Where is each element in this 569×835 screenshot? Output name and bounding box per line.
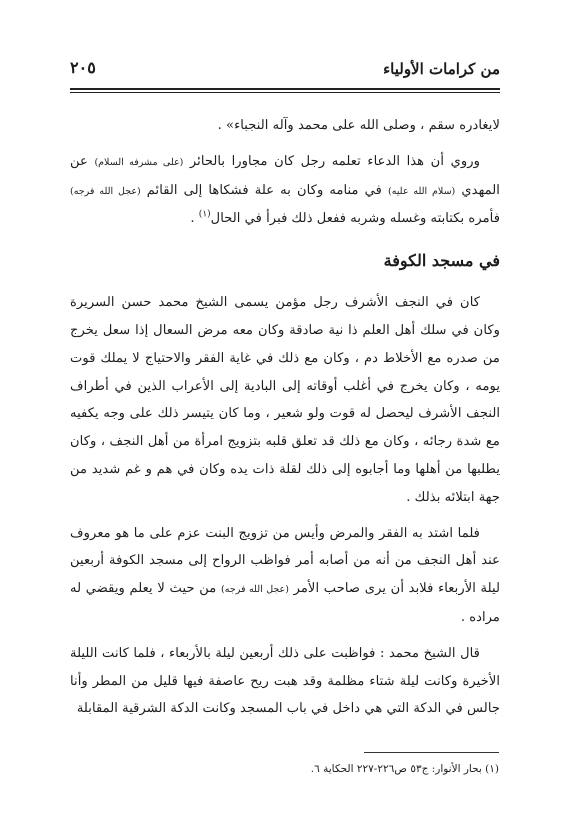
page-header — [70, 50, 500, 82]
paragraph-2-part-c: في منامه وكان به علة فشكاها إلى القائم — [146, 182, 382, 198]
inline-note-3: (عجل الله فرجه) — [70, 185, 141, 197]
section-heading: في مسجد الكوفة — [383, 251, 500, 271]
paragraph-4-part-b: من حيث لا يعلم ويقضي له مراده . — [70, 581, 500, 625]
paragraph-1: لايغادره سقم ، وصلى الله على محمد وآله النجباء» . — [217, 118, 500, 133]
paragraph-2-part-b: عن المهدي — [70, 153, 500, 198]
paragraph-4-part-a: فلما اشتد به الفقر والمرض وأيس من تزويج البنت عزم على ما هو معروف عند أهل النجف من أنه من أصابه أمر فواظب الرواح إلى مسجد الكوفة أربعين ليلة الأربعاء فلابد أن يرى صاحب الأمر — [70, 525, 500, 597]
running-title: من كرامات الأولياء — [383, 60, 500, 78]
inline-note-1: (على مشرفه السلام) — [94, 156, 184, 168]
paragraph-2-part-d: فأمره بكتابته وغسله وشربه ففعل ذلك فبرأ في الحال — [210, 211, 500, 227]
main-text — [70, 112, 500, 731]
footnote-reference: (١) — [198, 210, 211, 220]
paragraph-4 — [70, 520, 500, 632]
paragraph-2-part-a: وروي أن هذا الدعاء تعلمه رجل كان مجاورا بالحائر — [189, 153, 480, 169]
footnote: (١) بحار الأنوار: ج٥٣ ص٢٢٦-٢٢٧ الحكاية ٦. — [310, 763, 499, 775]
paragraph-2 — [70, 148, 500, 233]
paragraph-2-end: . — [190, 211, 199, 227]
inline-note-2: (سلام الله عليه) — [388, 185, 456, 197]
footnote-rule — [364, 752, 499, 753]
paragraph-3: كان في النجف الأشرف رجل مؤمن يسمى الشيخ محمد حسن السريرة وكان في سلك أهل العلم ذا نية صادقة وكان معه مرض السعال إذا سعل يخرج من صدره مع الأخلاط دم ، وكان مع ذلك في غاية الفقر والاحتياج لا يملك قوت يومه ، وكان يخرج في أغلب أوقاته إلى البادية إلى الأعراب الذين في أطراف النجف الأشرف ليحصل له قوت ولو شعير ، وما كان يتيسر ذلك على وجه يكفيه مع شدة رجائه ، وكان مع ذلك قد تعلق قلبه بتزويج امرأة من أهل النجف ، وكان يطلبها من أهلها وما أجابوه إلى ذلك لقلة ذات يده وكان في هم و غم شديد من جهة ابتلائه بذلك . — [70, 295, 500, 505]
page-number: ٢٠٥ — [70, 58, 96, 77]
header-rule — [70, 88, 500, 93]
paragraph-5: قال الشيخ محمد : فواظبت على ذلك أربعين ليلة بالأربعاء ، فلما كانت الليلة الأخيرة وكانت ليلة شتاء مظلمة وقد هبت ريح عاصفة فيها قليل من المطر وأنا جالس في الدكة التي هي داخل في باب المسجد وكانت الدكة الشرقية المقابلة — [70, 645, 500, 717]
inline-note-4: (عجل الله فرجه) — [221, 584, 289, 596]
